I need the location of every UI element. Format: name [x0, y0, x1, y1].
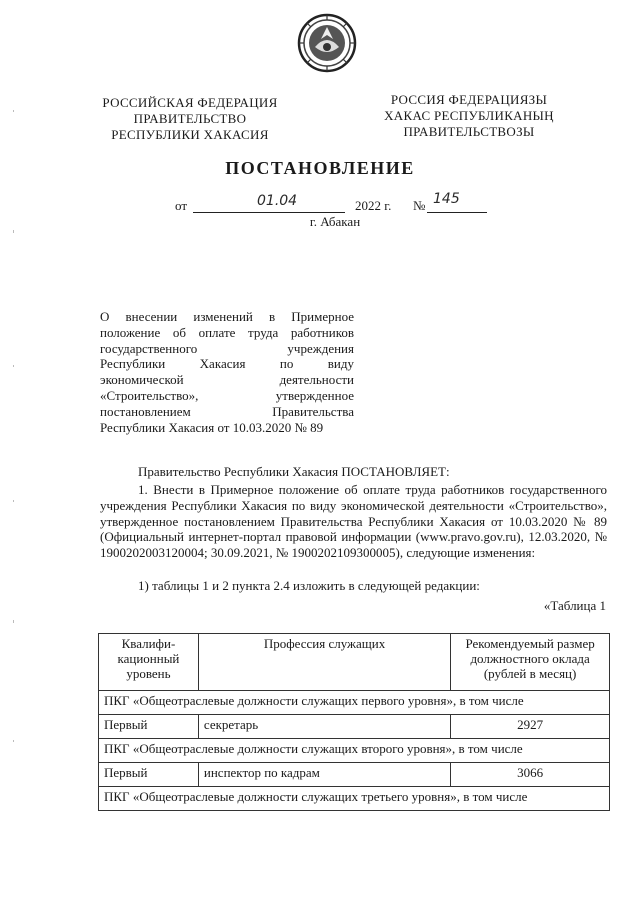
- table-row: [99, 715, 610, 739]
- header-left-line: РЕСПУБЛИКИ ХАКАСИЯ: [111, 127, 269, 142]
- city-label: г. Абакан: [309, 214, 361, 229]
- subject-line: Республики Хакасия от 10.03.2020 № 89: [100, 419, 324, 435]
- year-label: 2022 г.: [355, 198, 392, 213]
- salary-table: [98, 633, 610, 811]
- subject-line: О внесении изменений в Примерное: [100, 309, 354, 324]
- date-number-line: [175, 191, 495, 214]
- header-left-russian: [100, 95, 280, 143]
- salary-cell: 3066: [451, 763, 610, 787]
- coat-of-arms-emblem: [297, 13, 357, 73]
- header-right-line: ПРАВИТЕЛЬСТВОЗЫ: [403, 124, 535, 139]
- document-title: ПОСТАНОВЛЕНИЕ: [225, 158, 415, 178]
- subject-line: постановлением Правительства: [100, 403, 354, 419]
- profession-cell: инспектор по кадрам: [198, 763, 450, 787]
- subject-line: положение об оплате труда работников: [100, 324, 354, 340]
- item-1-1-paragraph: 1) таблицы 1 и 2 пункта 2.4 изложить в следующей редакции:: [138, 578, 480, 593]
- handwritten-number: 145: [433, 191, 460, 207]
- group-row-cell: ПКГ «Общеотраслевые должности служащих первого уровня», в том числе: [99, 691, 610, 715]
- table-row: [99, 787, 610, 811]
- subject-block: [100, 309, 354, 435]
- group-row-cell: ПКГ «Общеотраслевые должности служащих третьего уровня», в том числе: [99, 787, 610, 811]
- level-cell: Первый: [99, 715, 199, 739]
- header-profession: Профессия служащих: [198, 634, 450, 691]
- profession-cell: секретарь: [198, 715, 450, 739]
- subject-line: государственного учреждения: [100, 340, 354, 356]
- subject-line: «Строительство», утвержденное: [100, 387, 354, 403]
- subject-line: Республики Хакасия по виду: [100, 356, 354, 372]
- header-salary: Рекомендуемый размер должностного оклада (рублей в месяц): [451, 634, 610, 691]
- from-label: от: [175, 198, 188, 213]
- header-left-line: ПРАВИТЕЛЬСТВО: [133, 111, 247, 126]
- header-left-line: РОССИЙСКАЯ ФЕДЕРАЦИЯ: [102, 95, 278, 110]
- table-row: [99, 691, 610, 715]
- table-header-row: [99, 634, 610, 691]
- subject-line: экономической деятельности: [100, 372, 354, 388]
- item-1-paragraph: 1. Внести в Примерное положение об оплате труда работников государственного учреждения Республики Хакасия по виду экономической деятельности «Строительство», утвержденное постановлением Правительства Республики Хакасия от 10.03.2020 № 89 (Официальный интернет-портал правовой информации (www.pravo.gov.ru), 12.03.2020, № 1900202003120004; 30.09.2021, № 1900202109300005), следующие изменения:: [100, 482, 607, 561]
- header-qualification-level: Квалифи- кационный уровень: [99, 634, 199, 691]
- handwritten-date: 01.04: [257, 193, 298, 209]
- resolution-intro: Правительство Республики Хакасия ПОСТАНОВЛЯЕТ:: [138, 464, 450, 479]
- scan-margin-marks: [12, 100, 15, 800]
- salary-cell: 2927: [451, 715, 610, 739]
- table-row: [99, 763, 610, 787]
- group-row-cell: ПКГ «Общеотраслевые должности служащих второго уровня», в том числе: [99, 739, 610, 763]
- header-right-line: ХАКАС РЕСПУБЛИКАНЫҢ: [384, 108, 554, 123]
- table-row: [99, 739, 610, 763]
- level-cell: Первый: [99, 763, 199, 787]
- number-label: №: [413, 198, 426, 213]
- table-caption: «Таблица 1: [543, 598, 606, 613]
- header-right-line: РОССИЯ ФЕДЕРАЦИЯЗЫ: [390, 92, 548, 107]
- header-right-khakas: [378, 92, 560, 140]
